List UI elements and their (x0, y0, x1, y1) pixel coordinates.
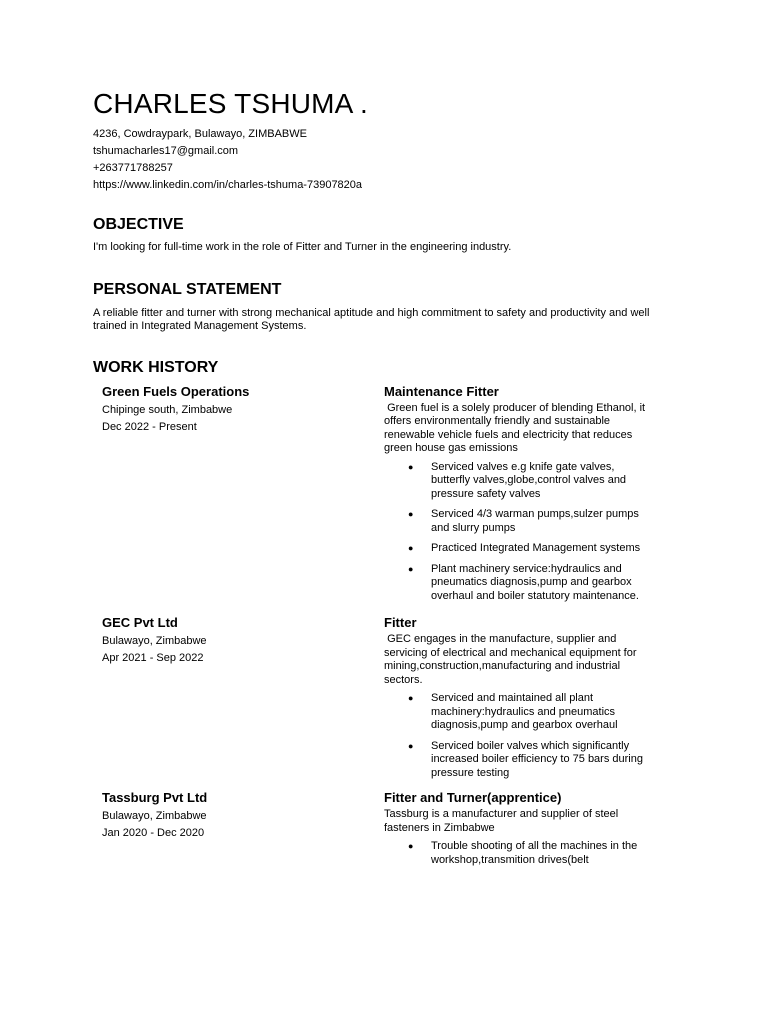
duty-item (384, 542, 646, 556)
duty-item (384, 840, 646, 867)
duty-item (384, 692, 646, 733)
job-meta (93, 790, 384, 874)
job-details (384, 790, 646, 874)
job-location: Chipinge south, Zimbabwe (102, 403, 233, 416)
job-role: Fitter and Turner(apprentice) (384, 790, 562, 805)
duty-list (384, 692, 646, 780)
duty-text: Plant machinery service:hydraulics and pneumatics diagnosis,pump and gearbox overhaul and boiler statutory maintenance. (431, 562, 639, 602)
duty-item (384, 740, 646, 781)
job-details (384, 383, 649, 611)
job-entry (93, 384, 663, 611)
duty-text: Practiced Integrated Management systems (431, 542, 641, 554)
duty-text: Serviced valves e.g knife gate valves, butterfly valves,globe,control valves and pressure safety valves (431, 460, 627, 500)
job-entry (93, 615, 663, 787)
personal-statement-title: PERSONAL STATEMENT (93, 280, 282, 298)
personal-statement-text: A reliable fitter and turner with strong mechanical aptitude and high commitment to safety and productivity and well trained in Integrated Management Systems. (93, 306, 650, 332)
candidate-name: CHARLES TSHUMA . (93, 88, 368, 119)
duty-item (384, 508, 646, 535)
bullet-icon: ● (408, 509, 414, 519)
work-history-section (93, 358, 663, 875)
job-meta (93, 384, 384, 611)
job-location: Bulawayo, Zimbabwe (102, 810, 207, 822)
job-location: Bulawayo, Zimbabwe (102, 635, 207, 647)
duty-item (384, 563, 646, 604)
email: tshumacharles17@gmail.com (93, 145, 239, 157)
job-role: Maintenance Fitter (384, 383, 499, 399)
company-name: GEC Pvt Ltd (102, 615, 178, 630)
contact-block (93, 126, 663, 194)
duty-text: Serviced and maintained all plant machinery:hydraulics and pneumatics diagnosis,pump and gearbox overhaul (431, 692, 618, 731)
bullet-icon: ● (408, 461, 414, 472)
bullet-icon: ● (408, 543, 414, 553)
job-dates: Jan 2020 - Dec 2020 (102, 827, 205, 839)
objective-text: I'm looking for full-time work in the role of Fitter and Turner in the engineering industry. (93, 241, 512, 253)
job-dates: Dec 2022 - Present (102, 420, 197, 433)
bullet-icon: ● (408, 693, 414, 703)
bullet-icon: ● (408, 563, 414, 574)
work-history-title: WORK HISTORY (93, 358, 219, 376)
phone: +263771788257 (93, 162, 173, 174)
job-entry (93, 790, 663, 874)
objective-title: OBJECTIVE (93, 216, 184, 233)
duty-list (384, 461, 646, 604)
duty-text: Serviced 4/3 warman pumps,sulzer pumps and slurry pumps (431, 508, 639, 534)
objective-section (93, 215, 663, 255)
job-meta (93, 615, 384, 787)
company-name: Green Fuels Operations (102, 383, 250, 399)
job-description: Green fuel is a solely producer of blending Ethanol, it offers environmentally friendly and sustainable renewable vehicle fuels and electricity that reduces green house gas emissions (384, 401, 649, 454)
job-dates: Apr 2021 - Sep 2022 (102, 652, 204, 664)
job-role: Fitter (384, 615, 417, 630)
job-details (384, 615, 646, 787)
duty-text: Trouble shooting of all the machines in the workshop,transmition drives(belt (431, 840, 638, 866)
job-description: GEC engages in the manufacture, supplier and servicing of electrical and mechanical equipment for mining,construction,manufacturing and industrial sectors. (384, 633, 640, 686)
job-description: Tassburg is a manufacturer and supplier of steel fasteners in Zimbabwe (384, 808, 619, 834)
duty-text: Serviced boiler valves which significantly increased boiler efficiency to 75 bars during pressure testing (431, 739, 643, 779)
bullet-icon: ● (408, 740, 414, 751)
linkedin-url: https://www.linkedin.com/in/charles-tshuma-73907820a (93, 179, 363, 191)
duty-item (384, 461, 646, 502)
duty-list (384, 840, 646, 867)
address: 4236, Cowdraypark, Bulawayo, ZIMBABWE (93, 128, 307, 140)
bullet-icon: ● (408, 841, 414, 851)
resume-page (93, 86, 663, 874)
company-name: Tassburg Pvt Ltd (102, 790, 208, 805)
personal-statement-section (93, 280, 663, 334)
